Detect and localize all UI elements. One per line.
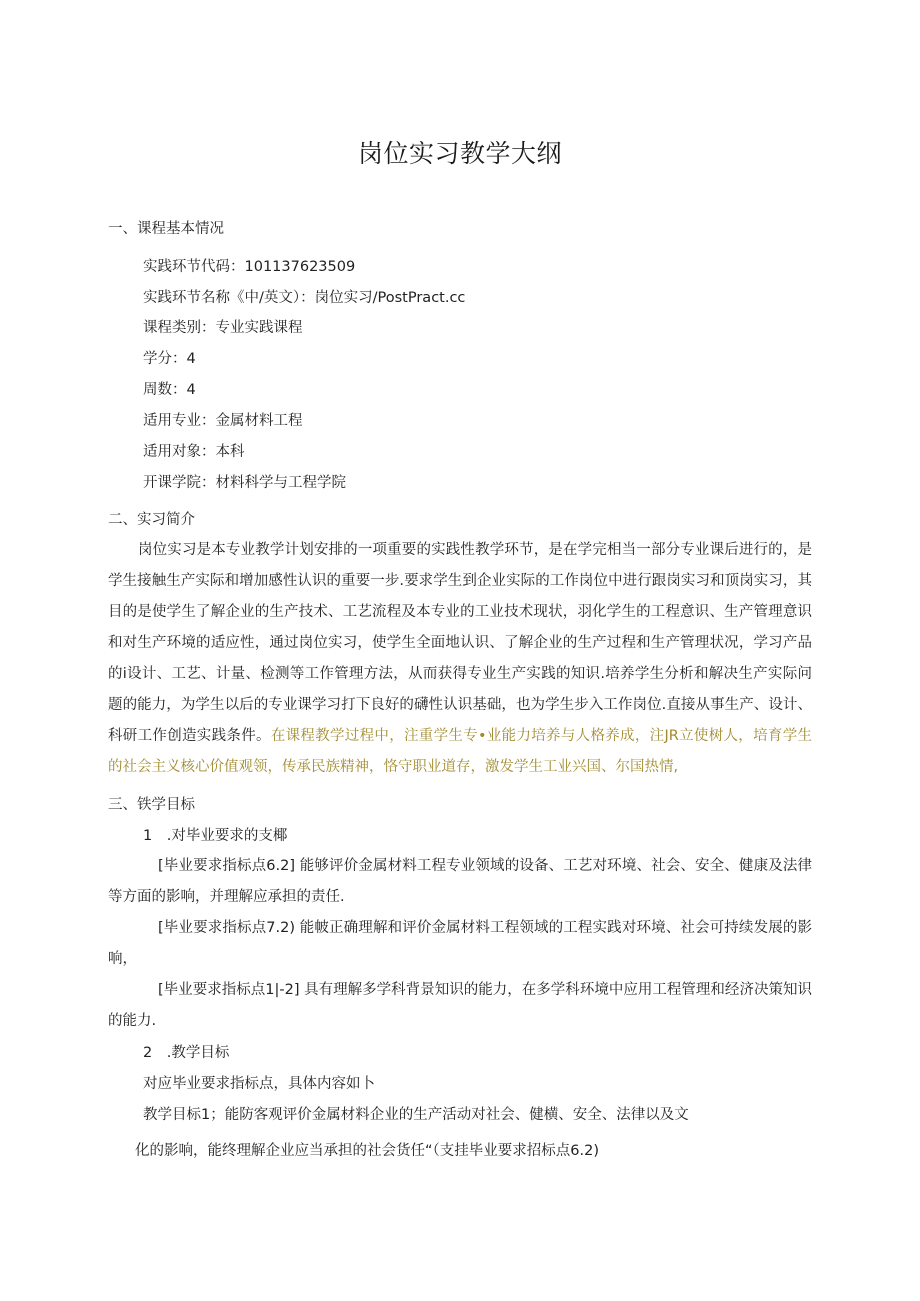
info-course-name: 实践环节名称《中/英文）：岗位实习/PostPract.cc (143, 290, 466, 306)
subheading-teaching-goals: 2 .教学目标 (143, 1045, 230, 1061)
document-title: 岗位实习教学大纲 (357, 139, 562, 168)
teaching-goal-1-line2: 化的影响，能终理解企业应当承担的社会货任“（支挂毕业要求招标点6.2) (135, 1143, 599, 1159)
info-course-code: 实践环节代码：101137623509 (143, 259, 356, 275)
info-major: 适用专业：金属材料工程 (143, 413, 303, 429)
subheading-graduation-requirements: 1 .对毕业要求的支椰 (143, 828, 288, 844)
section-heading-basic-info: 一、课程基本情况 (108, 221, 224, 237)
teaching-goal-1-line1: 教学目标1；能防客观评价金属材料企业的生产活动对社会、健横、安全、法律以及文 (143, 1107, 689, 1123)
info-audience: 适用对象：本科 (143, 444, 245, 460)
section-heading-intro: 二、实习简介 (108, 512, 195, 528)
info-credits: 学分：4 (143, 351, 196, 367)
ideology-text: 在课程教学过程中，注重学生专•业能力培养与人格养成，注JR立使树人，培育学生的社会主义核心价值观领，传承民族精神，恪守职业道存，激发学生工业兴国、尔国热情, (108, 728, 813, 775)
section-heading-goals: 三、铁学目标 (108, 797, 195, 813)
requirement-7-2: [毕业要求指标点7.2) 能帔正确理解和评价金属材料工程领域的工程实践对环境、社会可持续发展的影响， (108, 920, 812, 967)
requirement-11-2: [毕业要求指标点1|-2] 具有理解多学科背景知识的能力，在多学科环境中应用工程管理和经济决策知识的能力. (108, 982, 812, 1029)
info-weeks: 周数：4 (143, 382, 196, 398)
corresponding-indicators-line: 对应毕业要求指标点，具体内容如卜 (143, 1076, 375, 1092)
intro-text: 岗位实习是本专业教学计划安排的一项重要的实践性教学环节，是在学完相当一部分专业课后进行的，是学生接触生产实际和增加感性认识的重要一步.要求学生到企业实际的工作岗位中进行跟岗实习和顶岗实习，其目的是使学生了解企业的生产技术、工艺流程及本专业的工业技术现状，羽化学生的工程意识、生产管理意识和对生产环境的适应性，通过岗位实习，使学生全面地认识、了解企业的生产过程和生产管理状况，学习产品的i设计、工艺、计量、检测等工作管理方法，从而获得专业生产实践的知识.培养学生分析和解决生产实际问题的能力，为学生以后的专业课学习打下良好的礴性认识基础，也为学生步入工作岗位.直接从事生产、设计、科研工作创造实践条件。 (108, 542, 812, 744)
info-course-category: 课程类别：专业实践课程 (143, 320, 303, 336)
intro-paragraph (108, 535, 812, 783)
info-school: 开课学院：材料科学与工程学院 (143, 475, 346, 491)
requirement-6-2: [毕业要求指标点6.2] 能够评价金属材料工程专业领域的设备、工艺对环境、社会、安全、健康及法律等方面的影响，并理解应承担的责任. (108, 858, 812, 905)
